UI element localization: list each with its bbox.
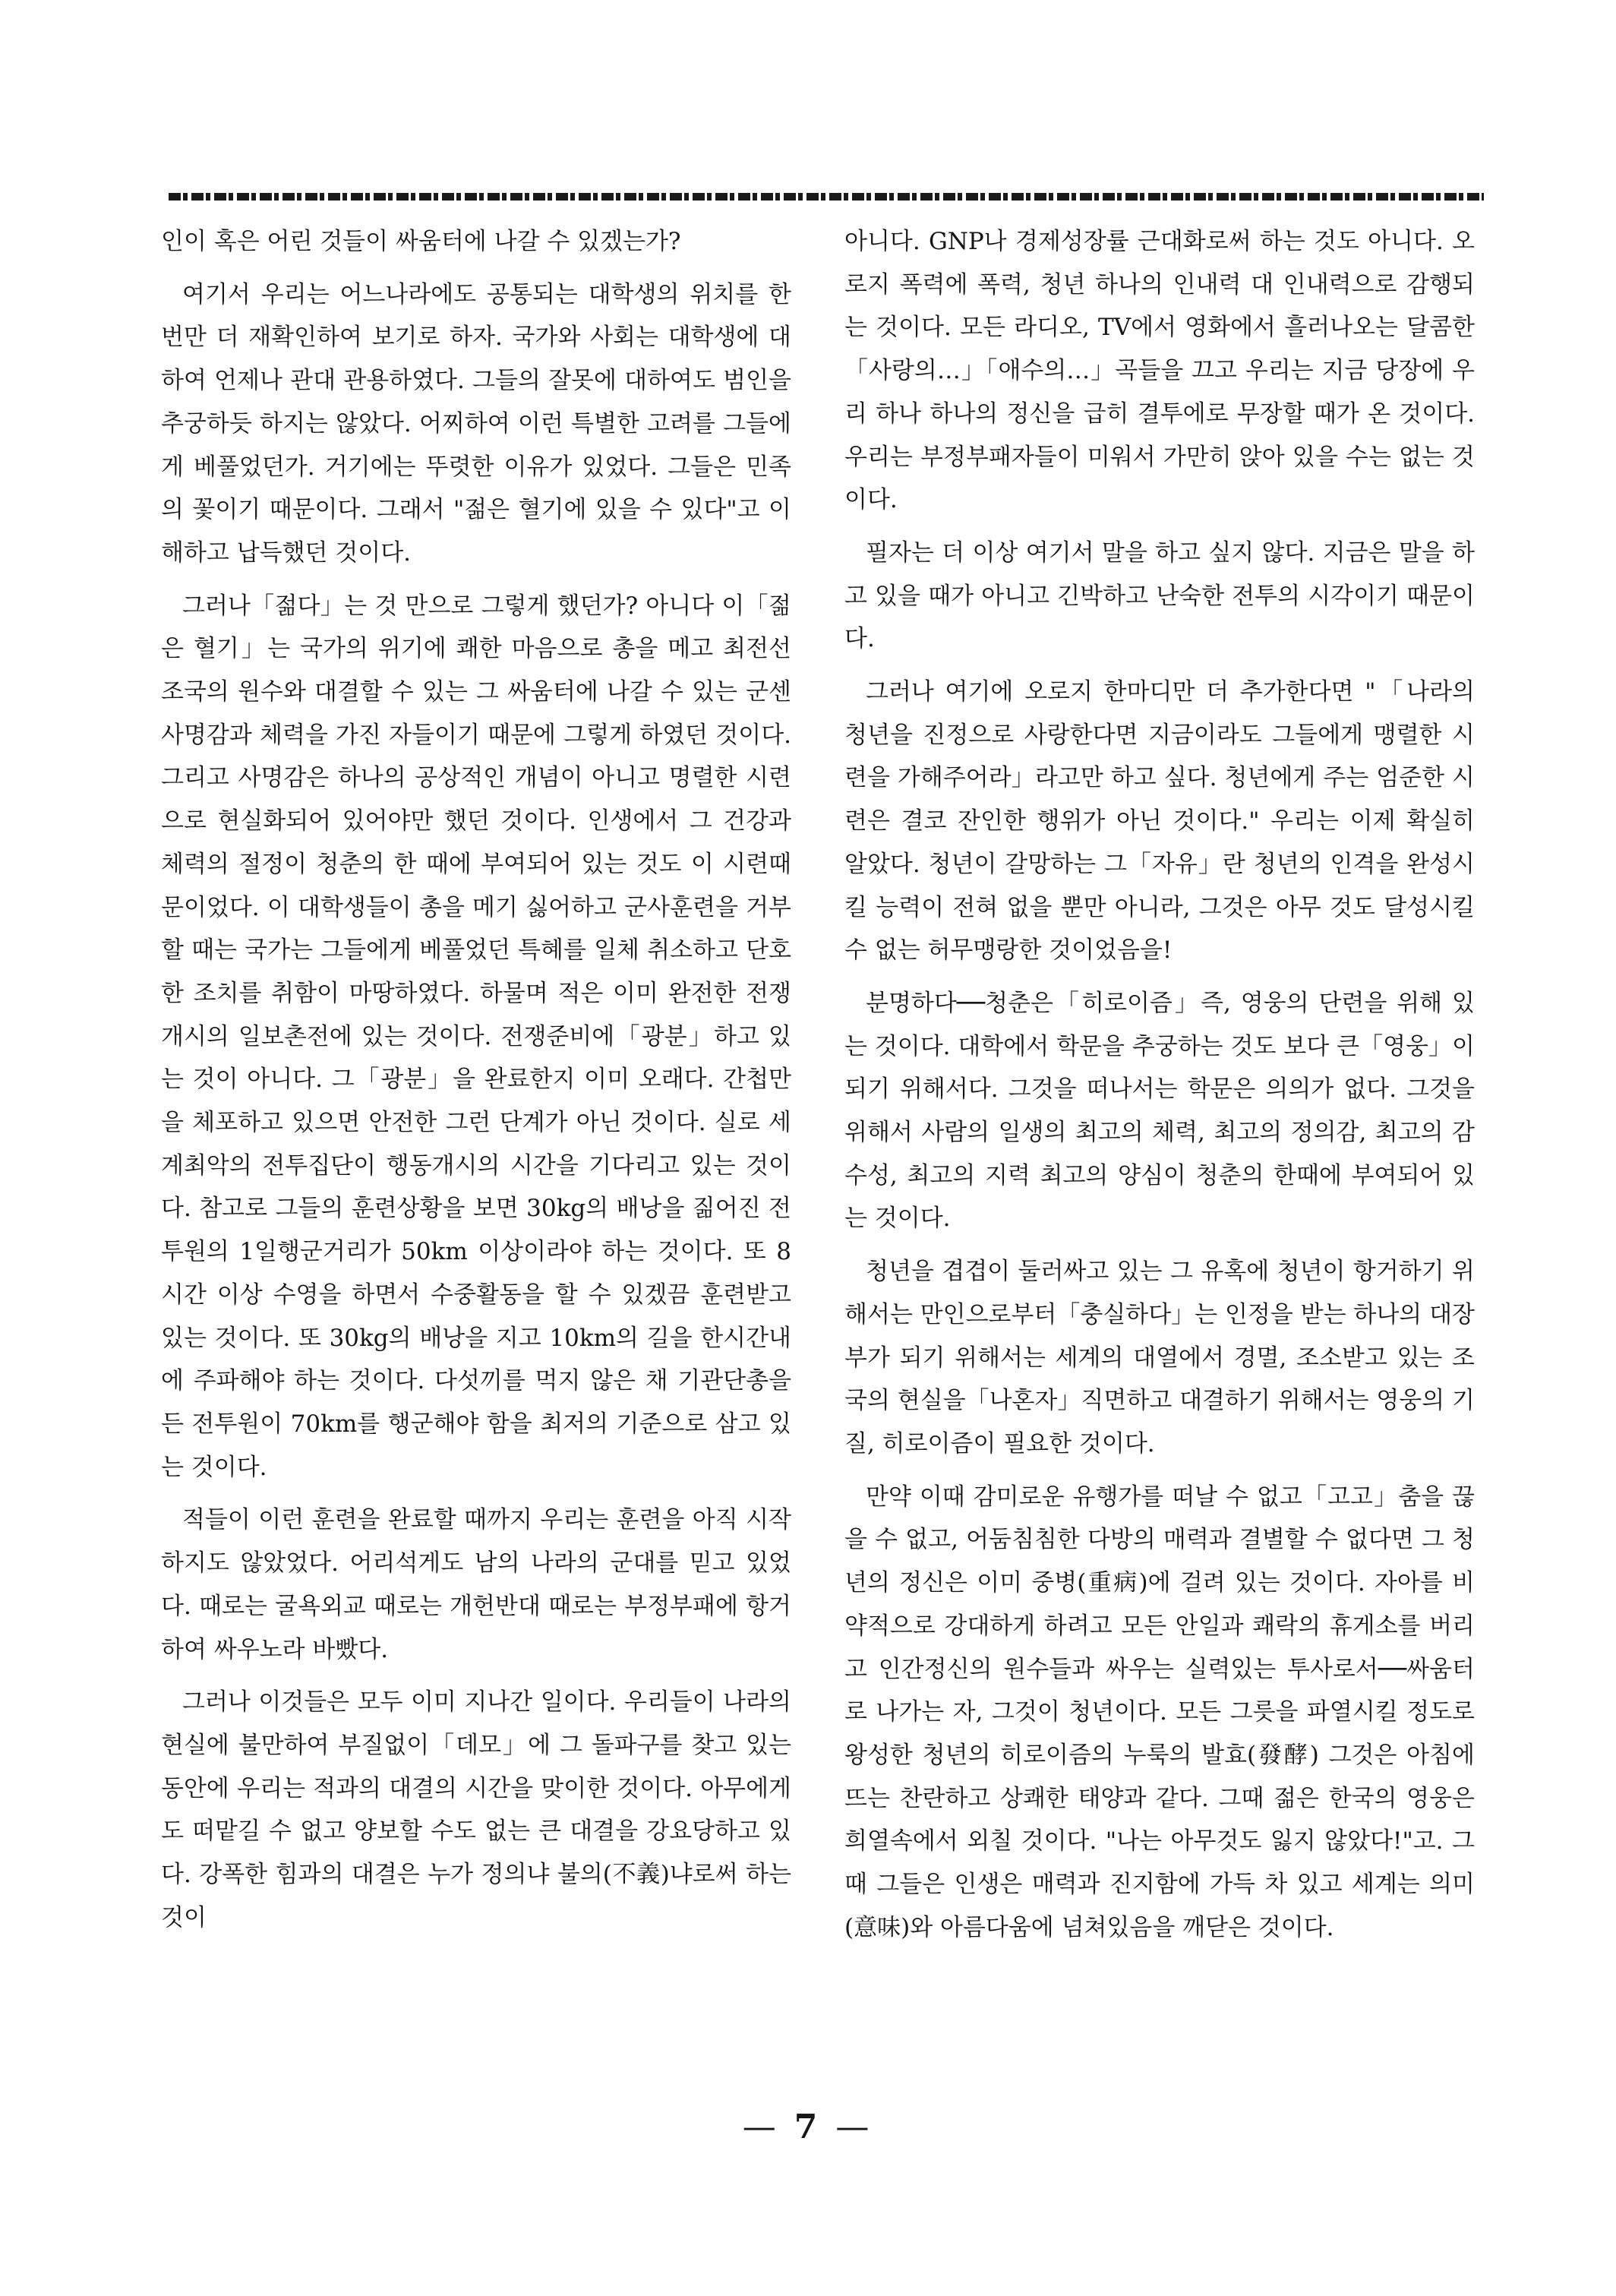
top-decorative-rule: [169, 193, 1484, 201]
paragraph: 그러나「젊다」는 것 만으로 그렇게 했던가? 아니다 이「젊은 혈기」는 국가의 위기에 쾌한 마음으로 총을 메고 최전선 조국의 원수와 대결할 수 있는 그 싸움터에 나갈 수 있는 군센 사명감과 체력을 가진 자들이기 때문에 그렇게 하였던 것이다. 그리고 사명감은 하나의 공상적인 개념이 아니고 명렬한 시련으로 현실화되어 있어야만 했던 것이다. 인생에서 그 건강과 체력의 절정이 청춘의 한 때에 부여되어 있는 것도 이 시련때문이었다. 이 대학생들이 총을 메기 싫어하고 군사훈련을 거부할 때는 국가는 그들에게 베풀었던 특혜를 일체 취소하고 단호한 조치를 취함이 마땅하였다. 하물며 적은 이미 완전한 전쟁개시의 일보촌전에 있는 것이다. 전쟁준비에「광분」하고 있는 것이 아니다. 그「광분」을 완료한지 이미 오래다. 간첩만을 체포하고 있으면 안전한 그런 단계가 아닌 것이다. 실로 세계최악의 전투집단이 행동개시의 시간을 기다리고 있는 것이다. 참고로 그들의 훈련상황을 보면 30kg의 배낭을 짊어진 전투원의 1일행군거리가 50km 이상이라야 하는 것이다. 또 8시간 이상 수영을 하면서 수중활동을 할 수 있겠끔 훈련받고 있는 것이다. 또 30kg의 배낭을 지고 10km의 길을 한시간내에 주파해야 하는 것이다. 다섯끼를 먹지 않은 채 기관단총을 든 전투원이 70km를 행군해야 함을 최저의 기준으로 삼고 있는 것이다.: [161, 592, 791, 1481]
page-number-value: 7: [794, 2108, 822, 2146]
paragraph: 필자는 더 이상 여기서 말을 하고 싶지 않다. 지금은 말을 하고 있을 때가 아니고 긴박하고 난숙한 전투의 시각이기 때문이다.: [844, 538, 1475, 653]
folio-dash: —: [835, 2108, 874, 2146]
paragraph: 그러나 여기에 오로지 한마디만 더 추가한다면 "「나라의 청년을 진정으로 사랑한다면 지금이라도 그들에게 맹렬한 시련을 가해주어라」라고만 하고 싶다. 청년에게 주는 엄준한 시련은 결코 잔인한 행위가 아닌 것이다." 우리는 이제 확실히 알았다. 청년이 갈망하는 그「자유」란 청년의 인격을 완성시킬 능력이 전혀 없을 뿐만 아니라, 그것은 아무 것도 달성시킬 수 없는 허무맹랑한 것이었음을!: [844, 678, 1475, 965]
paragraph: 여기서 우리는 어느나라에도 공통되는 대학생의 위치를 한번만 더 재확인하여 보기로 하자. 국가와 사회는 대학생에 대하여 언제나 관대 관용하였다. 그들의 잘못에 대하여도 범인을 추궁하듯 하지는 않았다. 어찌하여 이런 특별한 고려를 그들에게 베풀었던가. 거기에는 뚜렷한 이유가 있었다. 그들은 민족의 꽃이기 때문이다. 그래서 "젊은 혈기에 있을 수 있다"고 이해하고 납득했던 것이다.: [161, 280, 791, 567]
paragraph: 분명하다──청춘은「히로이즘」즉, 영웅의 단련을 위해 있는 것이다. 대학에서 학문을 추궁하는 것도 보다 큰「영웅」이 되기 위해서다. 그것을 떠나서는 학문은 의의가 없다. 그것을 위해서 사람의 일생의 최고의 체력, 최고의 정의감, 최고의 감수성, 최고의 지력 최고의 양심이 청춘의 한때에 부여되어 있는 것이다.: [844, 989, 1475, 1233]
paragraph: 인이 혹은 어린 것들이 싸움터에 나갈 수 있겠는가?: [161, 228, 681, 255]
paragraph: 적들이 이런 훈련을 완료할 때까지 우리는 훈련을 아직 시작하지도 않았었다. 어리석게도 남의 나라의 군대를 믿고 있었다. 때로는 굴욕외교 때로는 개헌반대 때로는 부정부패에 항거하여 싸우노라 바빴다.: [161, 1506, 791, 1663]
right-column: [844, 220, 1475, 1949]
paragraph: 청년을 겹겹이 둘러싸고 있는 그 유혹에 청년이 항거하기 위해서는 만인으로부터「충실하다」는 인정을 받는 하나의 대장부가 되기 위해서는 세계의 대열에서 경멸, 조소받고 있는 조국의 현실을「나혼자」직면하고 대결하기 위해서는 영웅의 기질, 히로이즘이 필요한 것이다.: [844, 1258, 1475, 1458]
paragraph: 그러나 이것들은 모두 이미 지나간 일이다. 우리들이 나라의 현실에 불만하여 부질없이「데모」에 그 돌파구를 찾고 있는 동안에 우리는 적과의 대결의 시간을 맞이한 것이다. 아무에게도 떠맡길 수 없고 양보할 수도 없는 큰 대결을 강요당하고 있다. 강폭한 힘과의 대결은 누가 정의냐 불의(不義)냐로써 하는 것이: [161, 1688, 791, 1931]
left-column: [161, 220, 791, 1939]
folio-dash: —: [742, 2108, 781, 2146]
paragraph: 만약 이때 감미로운 유행가를 떠날 수 없고「고고」춤을 끊을 수 없고, 어둠침침한 다방의 매력과 결별할 수 없다면 그 청년의 정신은 이미 중병(重病)에 걸려 있는 것이다. 자아를 비약적으로 강대하게 하려고 모든 안일과 쾌락의 휴게소를 버리고 인간정신의 원수들과 싸우는 실력있는 투사로서──싸움터로 나가는 자, 그것이 청년이다. 모든 그릇을 파열시킬 정도로 왕성한 청년의 히로이즘의 누룩의 발효(發酵) 그것은 아침에 뜨는 찬란하고 상쾌한 태양과 같다. 그때 젊은 한국의 영웅은 희열속에서 외칠 것이다. "나는 아무것도 잃지 않았다!"고. 그때 그들은 인생은 매력과 진지함에 가득 차 있고 세계는 의미(意味)와 아름다움에 넘쳐있음을 깨닫은 것이다.: [844, 1483, 1475, 1941]
page-number: [0, 2108, 1616, 2146]
paragraph: 아니다. GNP나 경제성장률 근대화로써 하는 것도 아니다. 오로지 폭력에 폭력, 청년 하나의 인내력 대 인내력으로 감행되는 것이다. 모든 라디오, TV에서 영화에서 흘러나오는 달콤한「사랑의…」「애수의…」곡들을 끄고 우리는 지금 당장에 우리 하나 하나의 정신을 급히 결투에로 무장할 때가 온 것이다. 우리는 부정부패자들이 미워서 가만히 앉아 있을 수는 없는 것이다.: [844, 228, 1475, 514]
